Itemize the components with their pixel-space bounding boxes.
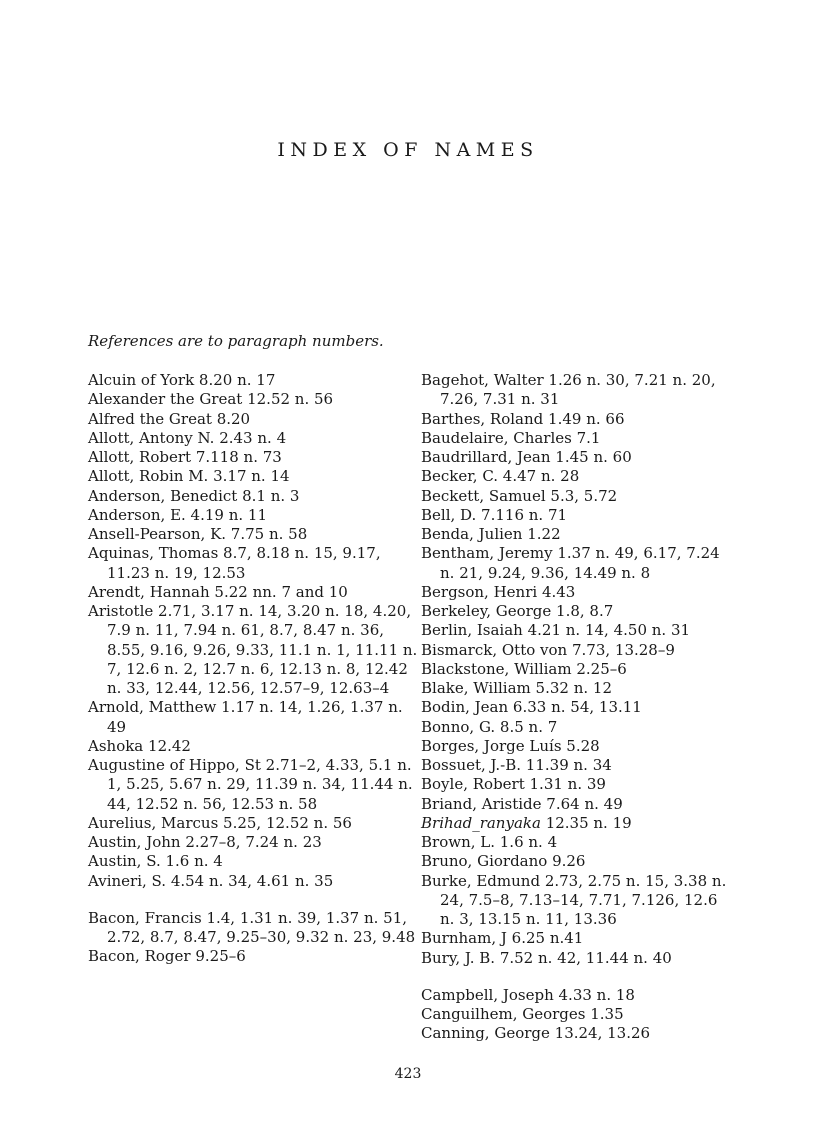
index-entry: Bagehot, Walter 1.26 n. 30, 7.21 n. 20, 7.26, 7.31 n. 31 bbox=[421, 371, 716, 409]
index-entry: Ansell-Pearson, K. 7.75 n. 58 bbox=[88, 525, 308, 543]
index-entry: Anderson, E. 4.19 n. 11 bbox=[88, 505, 268, 524]
section-gap bbox=[88, 891, 418, 909]
index-entry: Allott, Antony N. 2.43 n. 4 bbox=[88, 428, 287, 447]
index-entry: Baudelaire, Charles 7.1 bbox=[421, 428, 601, 447]
index-entry: Alcuin of York 8.20 n. 17 bbox=[88, 371, 276, 389]
index-column-right bbox=[421, 371, 736, 1044]
index-entry: Augustine of Hippo, St 2.71–2, 4.33, 5.1 n. 1, 5.25, 5.67 n. 29, 11.39 n. 34, 11.44 n. 44, 12.52 n. 56, 12.53 n. 58 bbox=[88, 756, 413, 813]
index-entry: Bismarck, Otto von 7.73, 13.28–9 bbox=[421, 640, 675, 659]
index-entry: Austin, S. 1.6 n. 4 bbox=[88, 852, 223, 871]
index-entry: Bodin, Jean 6.33 n. 54, 13.11 bbox=[421, 698, 642, 717]
index-entry: Bossuet, J.-B. 11.39 n. 34 bbox=[421, 756, 612, 774]
index-entry: Burke, Edmund 2.73, 2.75 n. 15, 3.38 n. 24, 7.5–8, 7.13–14, 7.71, 7.126, 12.6 n. 3, 13.15 n. 11, 13.36 bbox=[421, 871, 727, 928]
index-entry: Anderson, Benedict 8.1 n. 3 bbox=[88, 486, 300, 505]
index-entry: Barthes, Roland 1.49 n. 66 bbox=[421, 409, 625, 428]
index-entry: Austin, John 2.27–8, 7.24 n. 23 bbox=[88, 833, 322, 851]
italic-title: Brihad_ranyaka bbox=[421, 813, 541, 832]
index-entry: Bacon, Roger 9.25–6 bbox=[88, 947, 246, 966]
index-entry: Canning, George 13.24, 13.26 bbox=[421, 1024, 651, 1043]
index-entry: Baudrillard, Jean 1.45 n. 60 bbox=[421, 448, 632, 466]
index-entry: Beckett, Samuel 5.3, 5.72 bbox=[421, 486, 618, 505]
index-entry: Aquinas, Thomas 8.7, 8.18 n. 15, 9.17, 11.23 n. 19, 12.53 bbox=[88, 544, 381, 582]
index-entry: Bell, D. 7.116 n. 71 bbox=[421, 505, 568, 524]
index-entry: Canguilhem, Georges 1.35 bbox=[421, 1005, 624, 1023]
index-column-left bbox=[88, 371, 418, 967]
index-entry: Blackstone, William 2.25–6 bbox=[421, 659, 627, 678]
index-entry: Alfred the Great 8.20 bbox=[88, 409, 251, 428]
index-entry: Avineri, S. 4.54 n. 34, 4.61 n. 35 bbox=[88, 871, 334, 890]
page-title: INDEX OF NAMES bbox=[277, 139, 539, 161]
index-entry: Briand, Aristide 7.64 n. 49 bbox=[421, 794, 623, 813]
index-entry: Burnham, J 6.25 n.41 bbox=[421, 929, 584, 948]
index-entry: Bacon, Francis 1.4, 1.31 n. 39, 1.37 n. 51, 2.72, 8.7, 8.47, 9.25–30, 9.32 n. 23, 9.48 bbox=[88, 908, 416, 946]
index-entry: Bentham, Jeremy 1.37 n. 49, 6.17, 7.24 n. 21, 9.24, 9.36, 14.49 n. 8 bbox=[421, 544, 720, 582]
index-entry: Aristotle 2.71, 3.17 n. 14, 3.20 n. 18, 4.20, 7.9 n. 11, 7.94 n. 61, 8.7, 8.47 n. 36, 8.55, 9.16, 9.26, 9.33, 11.1 n. 1, 11.11 n. 7, 12.6 n. 2, 12.7 n. 6, 12.13 n. 8, 12.42 n. 33, 12.44, 12.56, 12.57–9, 12.63–4 bbox=[88, 602, 418, 697]
index-entry-italic bbox=[421, 814, 736, 833]
index-entry: Blake, William 5.32 n. 12 bbox=[421, 679, 612, 697]
index-entry: Allott, Robert 7.118 n. 73 bbox=[88, 448, 282, 466]
index-entry: Bruno, Giordano 9.26 bbox=[421, 852, 586, 871]
page-number: 423 bbox=[394, 1066, 422, 1082]
index-entry: Arnold, Matthew 1.17 n. 14, 1.26, 1.37 n. 49 bbox=[88, 698, 403, 736]
index-entry: Berkeley, George 1.8, 8.7 bbox=[421, 602, 614, 620]
index-entry: Brown, L. 1.6 n. 4 bbox=[421, 833, 558, 851]
index-entry: Boyle, Robert 1.31 n. 39 bbox=[421, 775, 606, 794]
index-entry: Becker, C. 4.47 n. 28 bbox=[421, 467, 580, 486]
index-entry: Bury, J. B. 7.52 n. 42, 11.44 n. 40 bbox=[421, 948, 672, 967]
index-entry: Aurelius, Marcus 5.25, 12.52 n. 56 bbox=[88, 813, 352, 832]
index-entry: Bonno, G. 8.5 n. 7 bbox=[421, 717, 558, 736]
index-entry: Bergson, Henri 4.43 bbox=[421, 582, 576, 601]
index-entry: Arendt, Hannah 5.22 nn. 7 and 10 bbox=[88, 582, 348, 601]
index-note: References are to paragraph numbers. bbox=[88, 332, 384, 350]
index-entry: Campbell, Joseph 4.33 n. 18 bbox=[421, 985, 635, 1004]
entry-refs: 12.35 n. 19 bbox=[540, 813, 632, 832]
section-gap bbox=[421, 968, 736, 986]
index-entry: Alexander the Great 12.52 n. 56 bbox=[88, 390, 334, 409]
index-entry: Berlin, Isaiah 4.21 n. 14, 4.50 n. 31 bbox=[421, 621, 691, 640]
index-entry: Allott, Robin M. 3.17 n. 14 bbox=[88, 467, 290, 486]
index-entry: Benda, Julien 1.22 bbox=[421, 525, 561, 543]
index-entry: Borges, Jorge Luís 5.28 bbox=[421, 736, 600, 755]
index-entry: Ashoka 12.42 bbox=[88, 736, 191, 755]
